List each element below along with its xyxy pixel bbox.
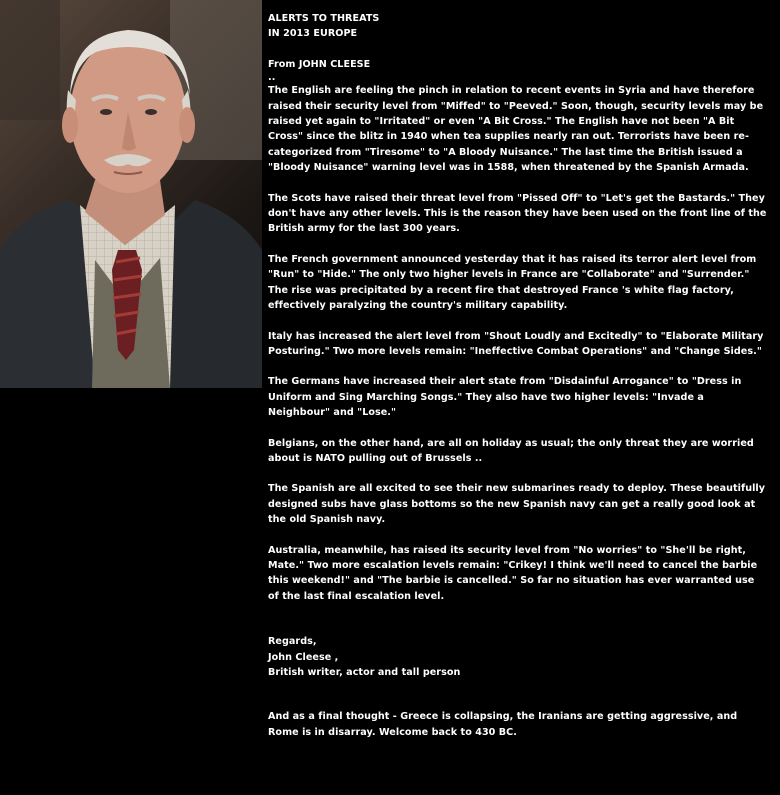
final-thought: And as a final thought - Greece is collapsing, the Iranians are getting aggressive, and Rome is in disarray. Welcome back to 430 BC. [268, 711, 738, 738]
ellipsis: .. [268, 72, 276, 84]
title-line-1: ALERTS TO THREATS [268, 13, 380, 24]
article [268, 11, 768, 755]
paragraph-germans: The Germans have increased their alert state from "Disdainful Arrogance" to "Dress in Uniform and Sing Marching Songs." They also have two higher levels: "Invade a Neighbour" and "Lose." [268, 376, 742, 419]
portrait-photo [0, 0, 262, 388]
signoff-name: John Cleese , [268, 651, 339, 663]
paragraph-australia: Australia, meanwhile, has raised its security level from "No worries" to "She'll be right, Mate." Two more escalation levels remain: "Crikey! I think we'll need to cancel the barbie this weekend!" and "The barbie is cancelled." So far no situation has ever warranted use of the last final escalation level. [268, 544, 758, 602]
paragraph-english: The English are feeling the pinch in relation to recent events in Syria and have therefore raised their security level from "Miffed" to "Peeved." Soon, though, security levels may be raised yet again to "Irritated" or even "A Bit Cross." The English have not been "A Bit Cross" since the blitz in 1940 when tea supplies nearly ran out. Terrorists have been re-categorized from "Tiresome" to "A Bloody Nuisance." The last time the British issued a "Bloody Nuisance" warning level was in 1588, when threatened by the Spanish Armada. [268, 85, 764, 174]
author-line: From JOHN CLEESE [268, 58, 371, 70]
paragraph-french: The French government announced yesterday that it has raised its terror alert level from "Run" to "Hide." The only two higher levels in France are "Collaborate" and "Surrender." The rise was precipitated by a recent fire that destroyed France 's white flag factory, effectively paralyzing the country's military capability. [268, 253, 757, 312]
paragraph-spanish: The Spanish are all excited to see their new submarines ready to deploy. These beautifully designed subs have glass bottoms so the new Spanish navy can get a really good look at the old Spanish navy. [268, 483, 766, 526]
paragraph-scots: The Scots have raised their threat level from "Pissed Off" to "Let's get the Bastards." They don't have any other levels. This is the reason they have been used on the front line of the British army for the last 300 years. [268, 192, 767, 235]
paragraph-italy: Italy has increased the alert level from "Shout Loudly and Excitedly" to "Elaborate Military Posturing." Two more levels remain: "Ineffective Combat Operations" and "Change Sides." [268, 330, 764, 357]
portrait-illustration [0, 0, 262, 388]
signoff-role: British writer, actor and tall person [268, 667, 461, 678]
paragraph-belgians: Belgians, on the other hand, are all on holiday as usual; the only threat they are worried about is NATO pulling out of Brussels .. [268, 437, 754, 464]
title-line-2: IN 2013 EUROPE [268, 28, 358, 40]
signoff-regards: Regards, [268, 636, 317, 648]
